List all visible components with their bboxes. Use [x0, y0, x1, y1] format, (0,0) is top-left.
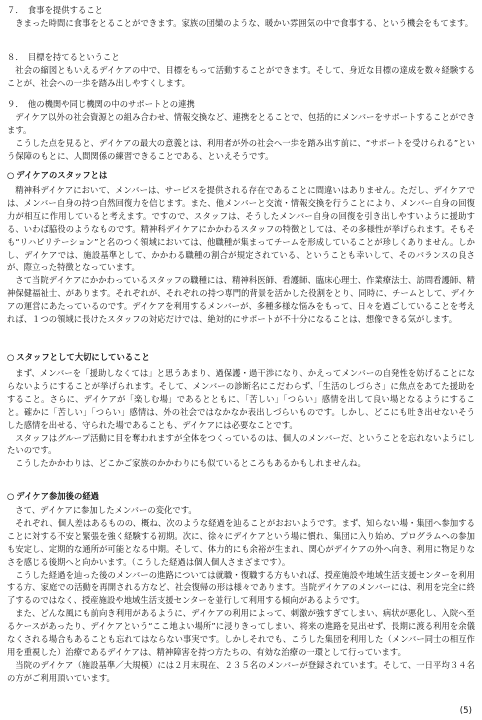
paragraph: スタッフはグループ活動に目を奪われますが全体をつくっているのは、個人のメンバーだ、ということを忘れないようにしたいのです。: [7, 432, 475, 456]
subsection-heading-staff: [7, 169, 475, 182]
heading-text: スタッフとして大切にしていること: [16, 352, 150, 362]
paragraph: こうしたかかわりは、どこかご家族のかかわりにも似ているところもあるかもしれませんね。: [15, 458, 366, 469]
paragraph: それぞれ、個人差はあるものの、概ね、次のような経過を辿ることがおおいようです。まず、知らない場・集団へ参加することに対する不安と緊張を強く経験する初期。次に、徐々にデイケアという場に慣れ、集団に入り始め、プログラムへの参加も安定し、定期的な通所が可能となる中期。そして、体力的にも余裕が生まれ、関心がデイケアの外へ向き、利用に物足りなさを感じる後期へと向かいます。（こうした経過は個人個人さまざまです）。: [7, 517, 475, 567]
paragraph: 社会の縮図ともいえるデイケアの中で、目標をもって活動することができます。そして、身近な目標の達成を数々経験することが、社会への一歩を踏み出しやすくします。: [7, 64, 475, 88]
section-8: [7, 51, 475, 90]
section-progress-body: [7, 504, 475, 685]
paragraph: また、どんな風にも前向き利用があるように、デイケアの利用によって、刺激が強すぎてしまい、病状が悪化し、入院へ至るケースがあったり、デイケアという“ここ地よい場所”に浸りきってしまい、将来の進路を見出せず、長期に渡る利用を余儀なくされる場合もあることも忘れてはならない事実です。しかしそれでも、こうした集団を利用した（メンバー同士の相互作用を重視した）治療であるデイケアは、精神障害を持つ方たちの、有効な治療の一環として行っています。: [7, 608, 475, 657]
section-heading: ９． 他の機関や同じ機関の中のサポートとの連携: [7, 99, 195, 109]
circle-marker: ○: [7, 491, 15, 501]
heading-text: デイケアのスタッフとは: [16, 170, 108, 180]
subsection-heading-values: [7, 351, 475, 364]
heading-text: デイケア参加後の経過: [16, 491, 100, 501]
section-7: [7, 4, 475, 30]
paragraph: デイケア以外の社会資源との組み合わせ、情報交換など、連携をとることで、包括的にメンバーをサポートすることができます。: [7, 111, 475, 135]
paragraph: きまった時間に食事をとることができます。家族の団欒のような、暖かい雰囲気の中で食事する、という機会をもてます。: [15, 17, 474, 28]
circle-marker: ○: [7, 170, 15, 180]
subsection-heading-progress: [7, 490, 475, 503]
section-values-body: [7, 367, 475, 470]
paragraph: こうした経過を辿った後のメンバーの進路については就職・復職する方もいれば、授産施設や地域生活支援センターを利用する方、家庭での活動を再開される方など、社会復帰の形は様々であります。当院デイケアのメンバーには、利用を完全に終了するのではなく、授産施設や地域生活支援センターを並行して利用する傾向があるようです。: [7, 569, 475, 606]
section-heading: ７． 食事を提供すること: [7, 5, 104, 15]
section-heading: ８． 目標を持てるということ: [7, 52, 120, 62]
paragraph: さて、デイケアに参加したメンバーの変化です。: [15, 505, 197, 515]
paragraph: 当院のデイケア（施設基準／大規模）には２月末現在、２３５名のメンバーが登録されています。そして、一日平均３４名の方がご利用頂いています。: [7, 659, 475, 683]
page-number: (5): [459, 706, 472, 716]
section-9: [7, 98, 475, 163]
paragraph: 精神科デイケアにおいて、メンバーは、サービスを提供される存在であることに間違いはありません。ただし、デイケアでは、メンバー自身の持つ自然回復力を信じます。また、他メンバーと交流・情報交換を行うことにより、メンバー自身の回復力が相互に作用していると考えます。ですので、スタッフは、そうしたメンバー自身の回復を引き出しやすいように援助する、いわば脇役のようなものです。精神科デイケアにかかわるスタッフの特徴としては、その多様性が挙げられます。そもそも“リハビリテーション”と名のつく領域においては、他職種が集まってチームを形成していることが珍しくありません。しかし、デイケアでは、施設基準として、かかわる職種の割合が規定されている、ということも幸いして、そのバランスの良さが、際立った特徴となっています。: [7, 185, 475, 273]
paragraph: まず、メンバーを「援助しなくては」と思うあまり、過保護・過干渉になり、かえってメンバーの自発性を妨げることにならないようにすることが挙げられます。そして、メンバーの診断名にこだわらず、「生活のしづらさ」に焦点をあてた援助をすること。さらに、デイケアが「楽しむ場」であるとともに、「苦しい」「つらい」感情を出して良い場となるようにすること。確かに「苦しい」「つらい」感情は、外の社会ではなかなか表出しづらいものです。しかし、どこにも吐き出せないそうした感情を出せる、守られた場であることも、デイケアには必要なことです。: [7, 368, 475, 430]
section-staff-body: [7, 184, 475, 326]
paragraph: さて当院デイケアにかかわっているスタッフの職種には、精神科医師、看護師、臨床心理士、作業療法士、訪問看護師、精神保健福祉士、があります。それぞれが、それぞれの持つ専門的背景を活かした役割をとり、同時に、チームとして、デイケアの運営にあたっているのです。デイケアを利用するメンバーが、多種多様な悩みをもって、日々を過ごしていることを考えれば、１つの領域に長けたスタッフの対応だけでは、絶対的にサポートが不十分になることは、想像できる気がします。: [7, 275, 475, 325]
circle-marker: ○: [7, 352, 15, 362]
paragraph: こうした点を見ると、デイケアの最大の意義とは、利用者が外の社会へ一歩を踏み出す前に、“サポートを受けられる”という保障のもとに、人間関係の練習できることである、といえそうです。: [7, 137, 475, 161]
